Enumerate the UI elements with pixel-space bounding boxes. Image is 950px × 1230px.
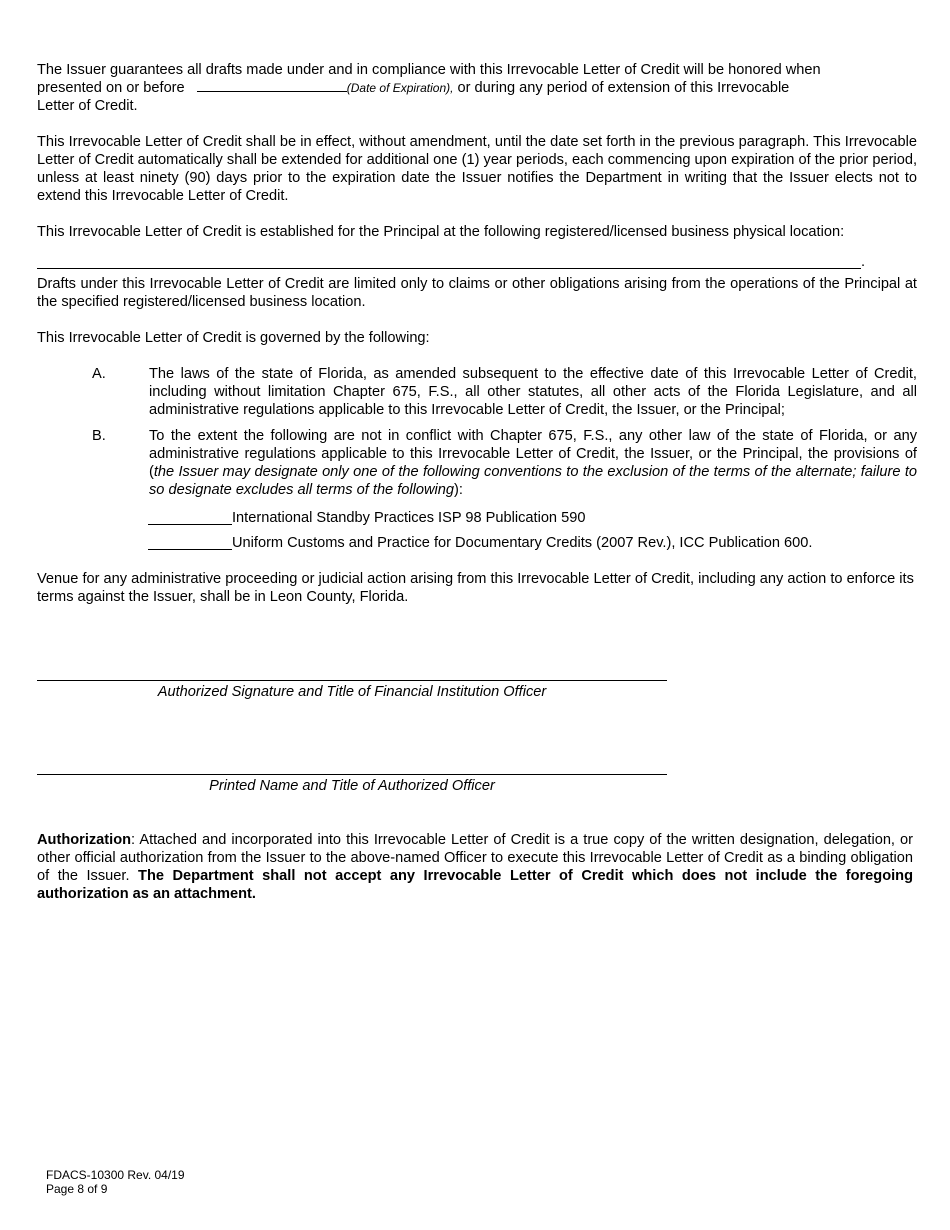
option-ucp600-label: Uniform Customs and Practice for Documentary Credits (2007 Rev.), ICC Publication 600.	[232, 535, 813, 551]
option-isp98	[148, 509, 908, 527]
location-line-period: .	[861, 254, 866, 270]
list-marker-b: B.	[92, 428, 106, 444]
authorization-colon: :	[131, 832, 136, 848]
list-item-b	[37, 427, 917, 499]
expiration-line-1: The Issuer guarantees all drafts made under and in compliance with this Irrevocable Letter of Credit will be honored when	[37, 62, 821, 78]
governed-paragraph: This Irrevocable Letter of Credit is governed by the following:	[37, 330, 430, 346]
list-text-b-end: ):	[454, 482, 463, 498]
page-number: Page 8 of 9	[46, 1182, 108, 1196]
list-text-b-italic: the Issuer may designate only one of the following conventions to the exclusion of the terms of the alternate; failure to so designate excludes all terms of the following	[149, 464, 917, 498]
expiration-line-2-end: or during any period of extension of this Irrevocable	[453, 80, 790, 96]
form-number: FDACS-10300 Rev. 04/19	[46, 1168, 185, 1182]
list-item-a	[37, 365, 917, 419]
authorized-signature-caption: Authorized Signature and Title of Financial Institution Officer	[157, 684, 547, 700]
authorization-bold-text: The Department shall not accept any Irrevocable Letter of Credit which does not include the foregoing authorization as an attachment.	[37, 868, 913, 902]
footer	[46, 1168, 185, 1196]
list-text-a: The laws of the state of Florida, as amended subsequent to the effective date of this Irrevocable Letter of Credit, including without limitation Chapter 675, F.S., all other statutes, all other acts of the Florida Legislature, and all administrative regulations applicable to this Irrevocable Letter of Credit, the Issuer, or the Principal;	[149, 366, 917, 418]
list-marker-a: A.	[92, 366, 106, 382]
printed-name-caption: Printed Name and Title of Authorized Officer	[209, 778, 495, 794]
expiration-line-2-start: presented on or before	[37, 80, 185, 96]
expiration-date-label: (Date of Expiration),	[346, 81, 454, 95]
authorized-signature-field[interactable]	[37, 680, 667, 681]
option-isp98-label: International Standby Practices ISP 98 Publication 590	[232, 510, 586, 526]
extension-paragraph: This Irrevocable Letter of Credit shall be in effect, without amendment, until the date set forth in the previous paragraph. This Irrevocable Letter of Credit automatically shall be extended for additional one (1) year periods, each commencing upon expiration of the prior period, unless at least ninety (90) days prior to the expiration date the Issuer notifies the Department in writing that the Issuer elects not to extend this Irrevocable Letter of Credit.	[37, 134, 917, 204]
location-paragraph: This Irrevocable Letter of Credit is established for the Principal at the following registered/licensed business physical location:	[37, 224, 845, 240]
expiration-paragraph	[37, 61, 917, 115]
list-text-b-start: To the extent the following are not in conflict with Chapter 675, F.S., any other law of the state of Florida, or any administrative regulations applicable to this Irrevocable Letter of Credit, the Issuer, or the Principal, the provisions of (	[149, 428, 917, 480]
expiration-line-3: Letter of Credit.	[37, 98, 138, 114]
expiration-date-field[interactable]	[197, 79, 347, 92]
location-field[interactable]	[37, 252, 861, 269]
printed-name-field[interactable]	[37, 774, 667, 775]
option-isp98-field[interactable]	[148, 524, 232, 525]
drafts-paragraph: Drafts under this Irrevocable Letter of Credit are limited only to claims or other obligations arising from the operations of the Principal at the specified registered/licensed business location.	[37, 276, 917, 310]
option-ucp600	[148, 534, 908, 552]
option-ucp600-field[interactable]	[148, 549, 232, 550]
authorization-label: Authorization	[37, 832, 132, 848]
venue-paragraph: Venue for any administrative proceeding or judicial action arising from this Irrevocable Letter of Credit, including any action to enforce its terms against the Issuer, shall be in Leon County, Florida.	[37, 571, 914, 605]
authorization-paragraph	[37, 831, 913, 903]
authorization-text: Attached and incorporated into this Irrevocable Letter of Credit is a true copy of the written designation, delegation, or other official authorization from the Issuer to the above-named Officer to execute this Irrevocable Letter of Credit as a binding obligation of the Issuer.	[37, 832, 913, 884]
list-text-b	[149, 427, 917, 499]
